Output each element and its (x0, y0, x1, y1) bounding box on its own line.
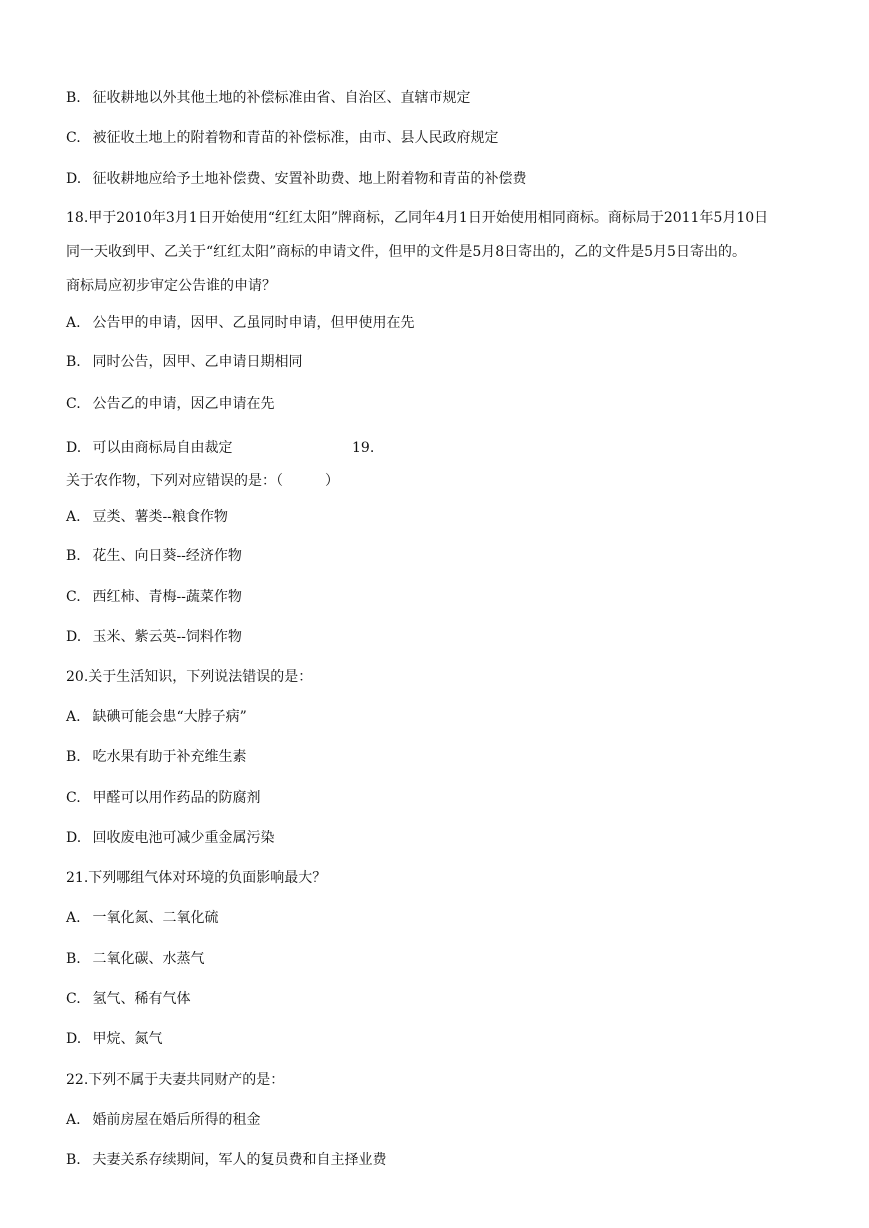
option-text: 回收废电池可减少重金属污染 (92, 830, 275, 846)
option-text: 婚前房屋在婚后所得的租金 (92, 1112, 261, 1128)
q22-stem: 22.下列不属于夫妻共同财产的是： (66, 1072, 285, 1088)
option-text: 豆类、薯类--粮食作物 (92, 509, 228, 525)
option-letter: B. (66, 951, 81, 967)
option-text: 花生、向日葵--经济作物 (92, 548, 242, 564)
option-letter: A. (66, 315, 81, 331)
q19-option-c (66, 587, 242, 607)
option-text: 征收耕地以外其他土地的补偿标准由省、自治区、直辖市规定 (92, 90, 471, 106)
q18-stem-line-1: 18.甲于2010年3月1日开始使用“红红太阳”牌商标，乙同年4月1日开始使用相同商标。商标局于2011年5月10日 (66, 210, 769, 226)
option-letter: A. (66, 910, 81, 926)
option-letter: B. (66, 354, 81, 370)
q17-option-c (66, 128, 498, 148)
q18-option-d (66, 438, 666, 458)
option-text: 西红柿、青梅--蔬菜作物 (92, 589, 242, 605)
option-text: 吃水果有助于补充维生素 (92, 749, 247, 765)
option-letter: D. (66, 629, 82, 645)
option-text: 玉米、紫云英--饲料作物 (92, 629, 242, 645)
option-text: 公告乙的申请，因乙申请在先 (92, 396, 275, 412)
q18-option-c (66, 394, 274, 414)
q17-option-d (66, 169, 526, 189)
option-text: 氢气、稀有气体 (92, 991, 191, 1007)
option-letter: D. (66, 830, 82, 846)
option-letter: C. (66, 130, 81, 146)
q18-option-b (66, 352, 302, 372)
option-letter: C. (66, 396, 81, 412)
option-text: 可以由商标局自由裁定 (92, 440, 233, 456)
option-letter: B. (66, 90, 81, 106)
q18-stem-line-3: 商标局应初步审定公告谁的申请？ (66, 278, 276, 294)
q18-option-a (66, 313, 414, 333)
q20-option-a (66, 707, 247, 727)
option-letter: D. (66, 171, 82, 187)
option-letter: C. (66, 790, 81, 806)
q19-stem: 关于农作物，下列对应错误的是：（ ） (66, 473, 339, 489)
q19-option-b (66, 546, 242, 566)
q20-option-c (66, 788, 260, 808)
option-text: 同时公告，因甲、乙申请日期相同 (92, 354, 303, 370)
q21-option-b (66, 949, 204, 969)
option-text: 甲烷、氮气 (92, 1031, 163, 1047)
option-letter: A. (66, 509, 81, 525)
q18-stem-line-2: 同一天收到甲、乙关于“红红太阳”商标的申请文件，但甲的文件是5月8日寄出的，乙的文件是5月5日寄出的。 (66, 244, 746, 260)
q20-option-b (66, 747, 246, 767)
q17-option-b (66, 88, 470, 108)
q21-stem: 21.下列哪组气体对环境的负面影响最大？ (66, 870, 327, 886)
option-text: 缺碘可能会患“大脖子病” (92, 709, 247, 725)
q19-option-a (66, 507, 228, 527)
q20-option-d (66, 828, 274, 848)
q19-number: 19. (352, 440, 375, 456)
option-text: 被征收土地上的附着物和青苗的补偿标准，由市、县人民政府规定 (92, 130, 499, 146)
option-text: 一氧化氮、二氧化硫 (92, 910, 219, 926)
option-text: 二氧化碳、水蒸气 (92, 951, 205, 967)
q19-option-d (66, 627, 242, 647)
option-text: 公告甲的申请，因甲、乙虽同时申请，但甲使用在先 (92, 315, 415, 331)
option-letter: A. (66, 709, 81, 725)
option-letter: B. (66, 548, 81, 564)
option-text: 夫妻关系存续期间，军人的复员费和自主择业费 (92, 1152, 387, 1168)
option-letter: B. (66, 749, 81, 765)
q20-stem: 20.关于生活知识，下列说法错误的是： (66, 669, 313, 685)
option-letter: D. (66, 1031, 82, 1047)
option-text: 甲醛可以用作药品的防腐剂 (92, 790, 261, 806)
option-letter: D. (66, 440, 82, 456)
option-letter: C. (66, 589, 81, 605)
option-text: 征收耕地应给予土地补偿费、安置补助费、地上附着物和青苗的补偿费 (92, 171, 527, 187)
option-letter: B. (66, 1152, 81, 1168)
q21-option-d (66, 1029, 162, 1049)
q21-option-a (66, 908, 218, 928)
option-letter: C. (66, 991, 81, 1007)
q22-option-a (66, 1110, 260, 1130)
q21-option-c (66, 989, 190, 1009)
option-letter: A. (66, 1112, 81, 1128)
q22-option-b (66, 1150, 386, 1170)
